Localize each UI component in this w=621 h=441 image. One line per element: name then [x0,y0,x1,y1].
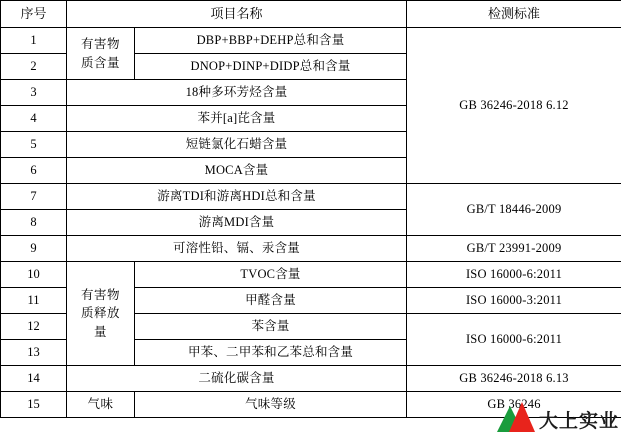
row-item-name: DBP+BBP+DEHP总和含量 [135,28,407,54]
category-label-line2: 质释放 [80,306,120,321]
table-header [1,1,621,28]
table-row [1,366,621,392]
row-standard: GB 36246 [407,392,621,418]
row-item-name: 二硫化碳含量 [67,366,407,392]
row-no: 14 [1,366,67,392]
row-no: 9 [1,236,67,262]
table-row [1,236,621,262]
row-no: 11 [1,288,67,314]
table-row [1,184,621,210]
category-label-line1: 有害物 [80,288,120,303]
row-item-name: MOCA含量 [67,158,407,184]
watermark-text: 大上实业 [538,410,619,432]
row-standard: ISO 16000-3:2011 [407,288,621,314]
row-item-name: 甲醛含量 [135,288,407,314]
category-cell-harmful-release [67,262,135,366]
row-item-name: 可溶性铅、镉、汞含量 [67,236,407,262]
row-item-name: TVOC含量 [135,262,407,288]
column-header-name: 项目名称 [67,1,407,28]
row-item-name: 18种多环芳烃含量 [67,80,407,106]
row-standard: GB/T 18446-2009 [407,184,621,236]
table-body [1,28,621,418]
row-standard: GB/T 23991-2009 [407,236,621,262]
row-no: 7 [1,184,67,210]
row-no: 5 [1,132,67,158]
row-item-name: 游离MDI含量 [67,210,407,236]
category-cell-odor: 气味 [67,392,135,418]
row-no: 13 [1,340,67,366]
column-header-standard: 检测标准 [407,1,621,28]
row-standard: GB 36246-2018 6.13 [407,366,621,392]
column-header-no: 序号 [1,1,67,28]
row-no: 15 [1,392,67,418]
row-item-name: 气味等级 [135,392,407,418]
row-item-name: 甲苯、二甲苯和乙苯总和含量 [135,340,407,366]
row-item-name: 游离TDI和游离HDI总和含量 [67,184,407,210]
watermark [497,399,621,441]
row-standard: GB 36246-2018 6.12 [407,28,621,184]
row-item-name: 苯并[a]芘含量 [67,106,407,132]
row-no: 1 [1,28,67,54]
category-label-line2: 质含量 [80,55,120,70]
row-no: 12 [1,314,67,340]
row-no: 8 [1,210,67,236]
row-standard: ISO 16000-6:2011 [407,262,621,288]
category-label-line3: 量 [93,324,107,339]
row-no: 2 [1,54,67,80]
table-row [1,262,621,288]
company-logo-icon [497,402,535,436]
row-no: 3 [1,80,67,106]
row-item-name: 苯含量 [135,314,407,340]
row-standard: ISO 16000-6:2011 [407,314,621,366]
row-no: 6 [1,158,67,184]
category-cell-harmful-content [67,28,135,80]
table-row [1,28,621,54]
row-no: 4 [1,106,67,132]
logo-triangle-red [509,402,535,432]
category-label-line1: 有害物 [80,37,120,52]
row-item-name: DNOP+DINP+DIDP总和含量 [135,54,407,80]
table-header-row [1,1,621,28]
row-item-name: 短链氯化石蜡含量 [67,132,407,158]
row-no: 10 [1,262,67,288]
